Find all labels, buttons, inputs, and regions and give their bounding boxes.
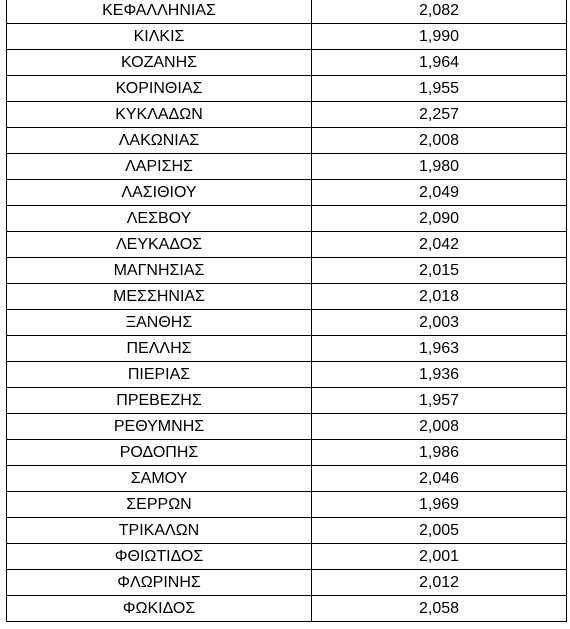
table-row [7,232,567,258]
prefecture-name-cell: ΠΡΕΒΕΖΗΣ [7,388,312,414]
value-cell: 2,005 [312,518,567,544]
value-cell: 2,082 [312,0,567,24]
table-row [7,180,567,206]
value-cell: 2,003 [312,310,567,336]
prefecture-name-cell: ΞΑΝΘΗΣ [7,310,312,336]
table-row [7,518,567,544]
prefecture-name-cell: ΠΕΛΛΗΣ [7,336,312,362]
value-cell: 2,090 [312,206,567,232]
table-row [7,492,567,518]
table-row [7,206,567,232]
value-cell: 2,046 [312,466,567,492]
value-cell: 2,015 [312,258,567,284]
prefecture-name-cell: ΚΥΚΛΑΔΩΝ [7,102,312,128]
table-row [7,154,567,180]
table-row [7,258,567,284]
table-row [7,388,567,414]
prefecture-name-cell: ΚΟΡΙΝΘΙΑΣ [7,76,312,102]
value-cell: 1,963 [312,336,567,362]
value-cell: 1,990 [312,24,567,50]
prefecture-name-cell: ΦΛΩΡΙΝΗΣ [7,570,312,596]
value-cell: 2,001 [312,544,567,570]
value-cell: 2,018 [312,284,567,310]
value-cell: 2,257 [312,102,567,128]
data-table [6,0,567,622]
table-row [7,128,567,154]
table-row [7,284,567,310]
prefecture-name-cell: ΡΟΔΟΠΗΣ [7,440,312,466]
value-cell: 1,969 [312,492,567,518]
table-row [7,102,567,128]
value-cell: 1,957 [312,388,567,414]
prefecture-name-cell: ΛΑΡΙΣΗΣ [7,154,312,180]
prefecture-name-cell: ΦΘΙΩΤΙΔΟΣ [7,544,312,570]
prefecture-name-cell: ΚΟΖΑΝΗΣ [7,50,312,76]
value-cell: 2,058 [312,596,567,622]
prefecture-name-cell: ΣΑΜΟΥ [7,466,312,492]
prefecture-name-cell: ΚΕΦΑΛΛΗΝΙΑΣ [7,0,312,24]
table-row [7,50,567,76]
prefecture-name-cell: ΡΕΘΥΜΝΗΣ [7,414,312,440]
value-cell: 2,049 [312,180,567,206]
table-row [7,466,567,492]
table-row [7,310,567,336]
table-row [7,414,567,440]
table-row [7,570,567,596]
prefecture-name-cell: ΤΡΙΚΑΛΩΝ [7,518,312,544]
table-row [7,440,567,466]
table-row [7,76,567,102]
prefecture-name-cell: ΠΙΕΡΙΑΣ [7,362,312,388]
prefecture-name-cell: ΜΕΣΣΗΝΙΑΣ [7,284,312,310]
data-table-container [6,0,564,622]
value-cell: 2,008 [312,414,567,440]
table-row [7,0,567,24]
prefecture-name-cell: ΚΙΛΚΙΣ [7,24,312,50]
value-cell: 1,980 [312,154,567,180]
table-row [7,24,567,50]
table-row [7,596,567,622]
value-cell: 2,042 [312,232,567,258]
table-row [7,336,567,362]
value-cell: 1,936 [312,362,567,388]
prefecture-name-cell: ΣΕΡΡΩΝ [7,492,312,518]
prefecture-name-cell: ΦΩΚΙΔΟΣ [7,596,312,622]
prefecture-name-cell: ΛΑΚΩΝΙΑΣ [7,128,312,154]
prefecture-name-cell: ΛΕΥΚΑΔΟΣ [7,232,312,258]
table-row [7,544,567,570]
prefecture-name-cell: ΛΑΣΙΘΙΟΥ [7,180,312,206]
table-row [7,362,567,388]
value-cell: 2,012 [312,570,567,596]
value-cell: 1,964 [312,50,567,76]
table-body [7,0,567,622]
prefecture-name-cell: ΛΕΣΒΟΥ [7,206,312,232]
prefecture-name-cell: ΜΑΓΝΗΣΙΑΣ [7,258,312,284]
value-cell: 1,955 [312,76,567,102]
value-cell: 2,008 [312,128,567,154]
value-cell: 1,986 [312,440,567,466]
